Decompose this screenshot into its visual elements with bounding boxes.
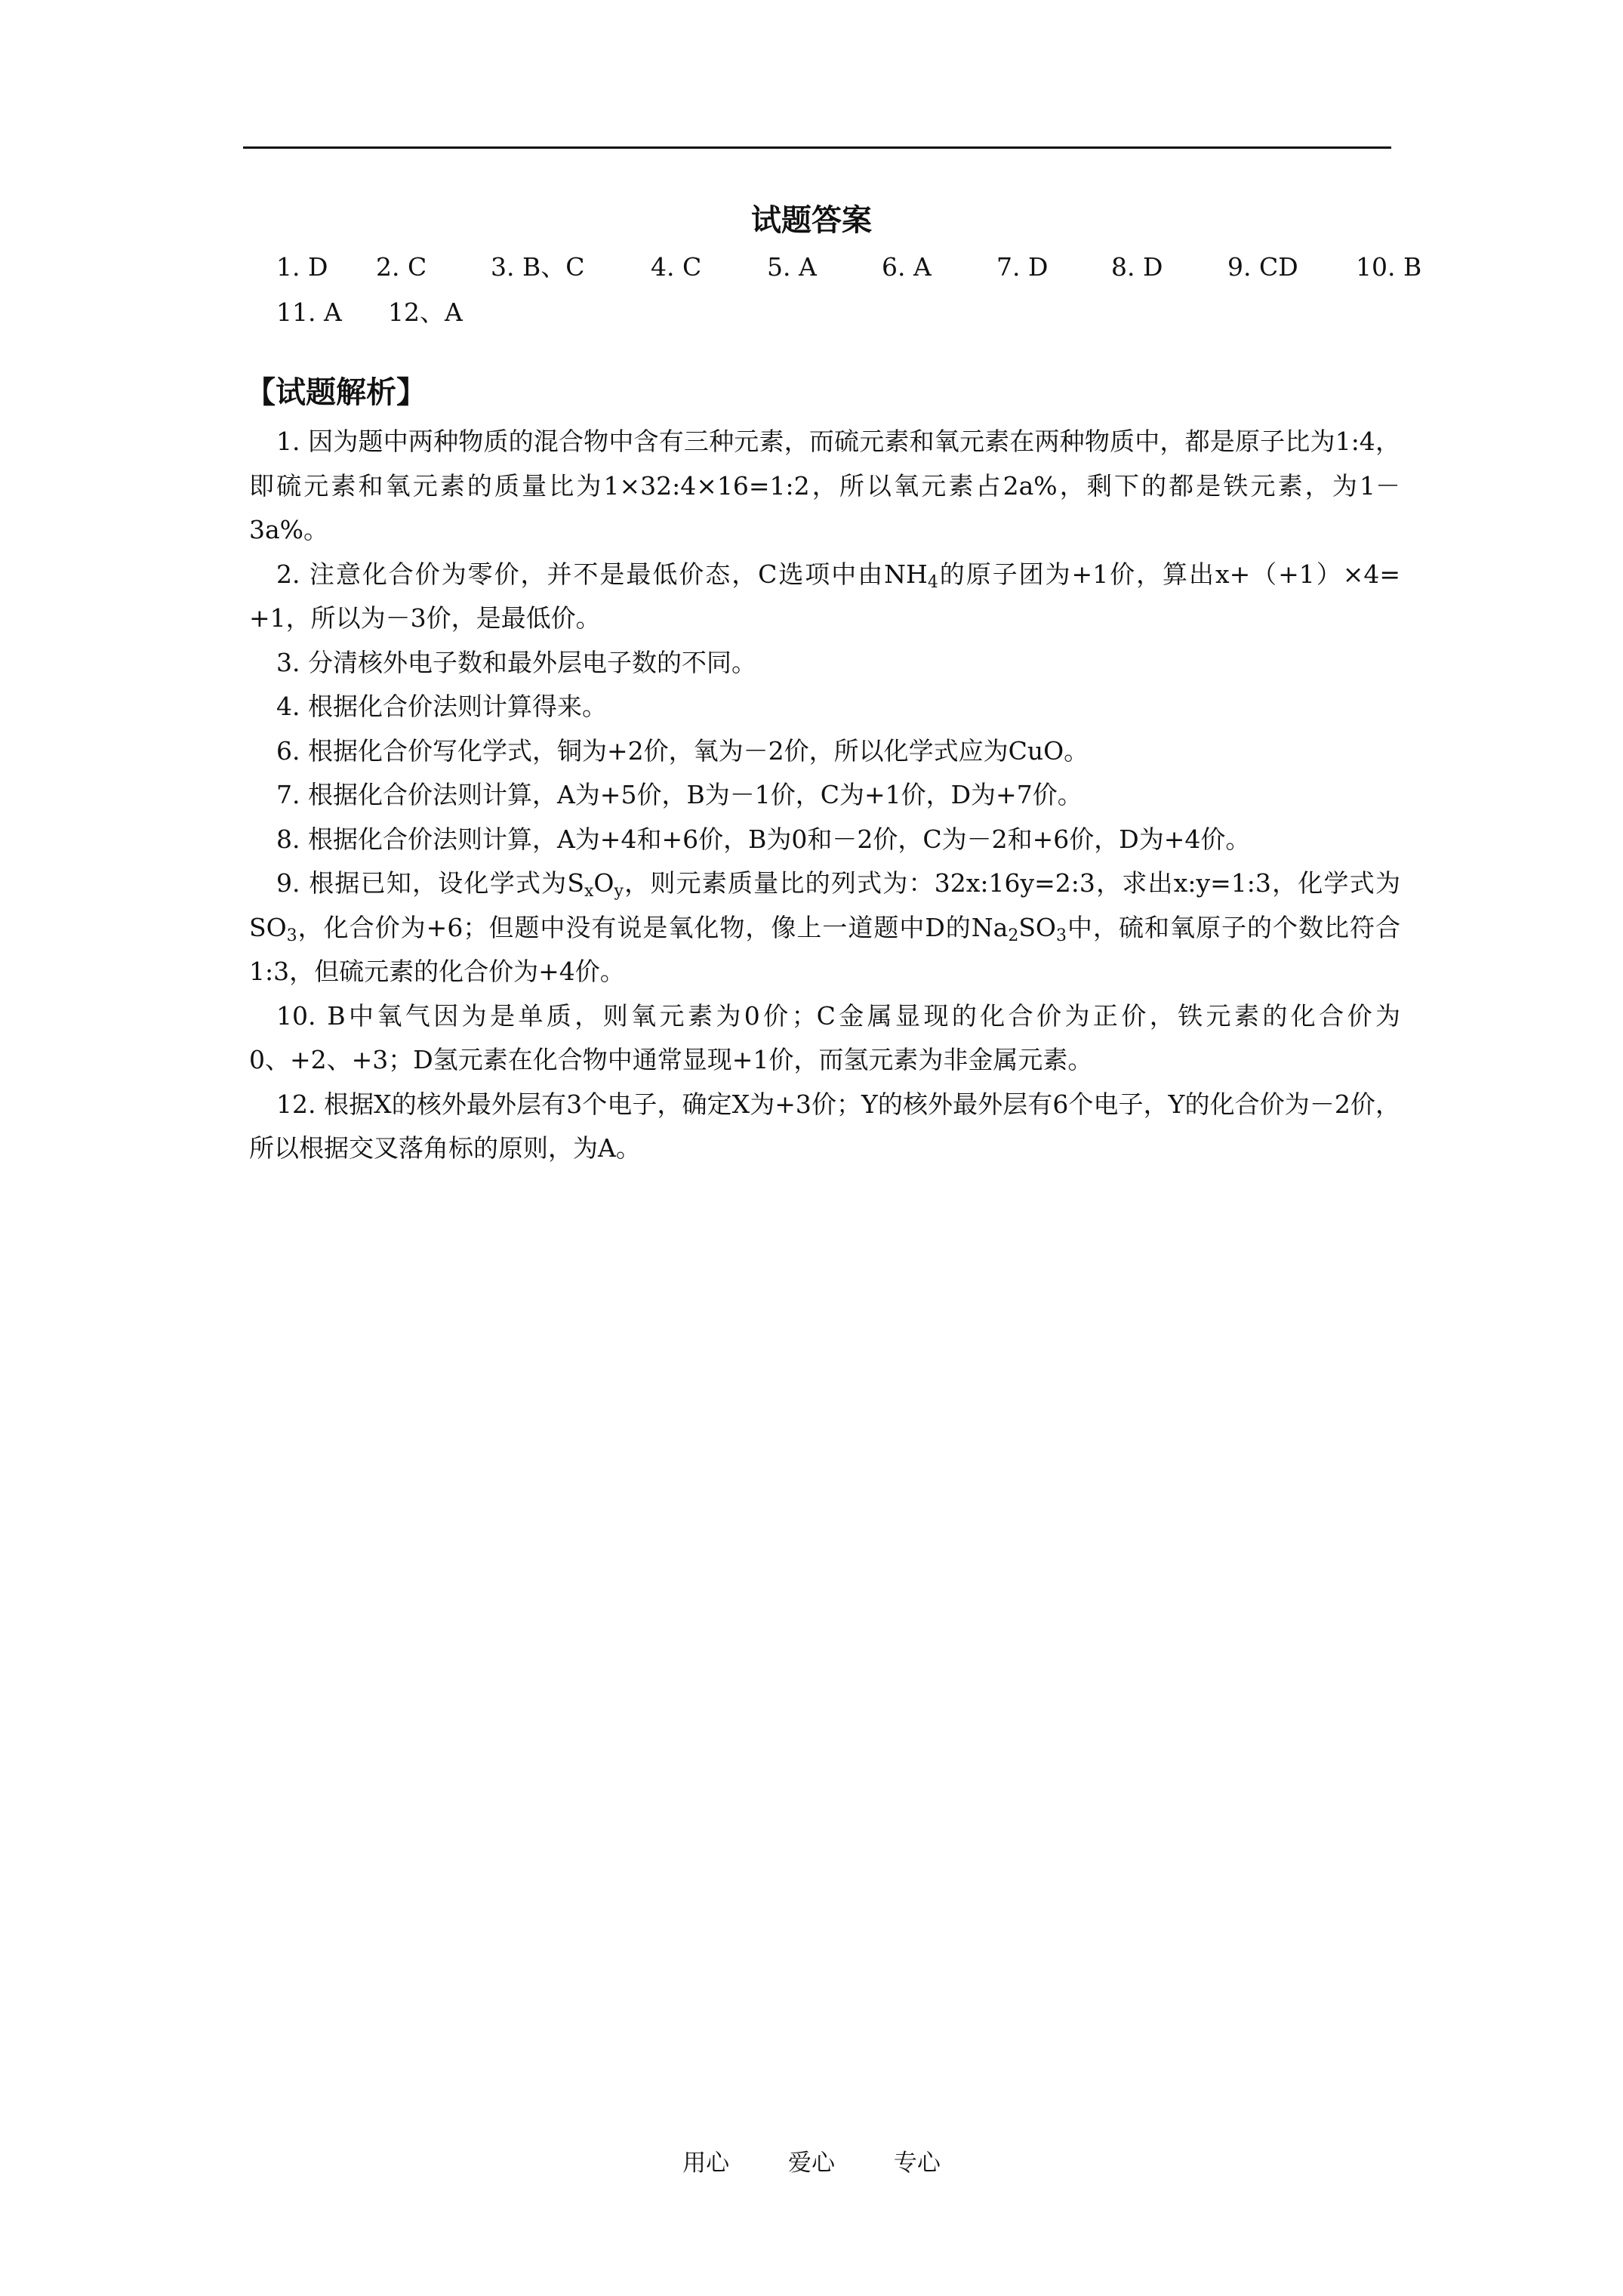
answer-4: 4. C: [651, 252, 702, 282]
analysis-item-8: 8. 根据化合价法则计算，A为+4和+6价，B为0和－2价，C为－2和+6价，D为+4价。: [276, 824, 1251, 854]
answer-6: 6. A: [882, 252, 932, 282]
analysis-item-7: 7. 根据化合价法则计算，A为+5价，B为－1价，C为+1价，D为+7价。: [276, 780, 1083, 809]
footer-motto-2: 爱心: [788, 2150, 835, 2177]
footer-motto-3: 专心: [893, 2150, 941, 2177]
answer-1: 1. D: [276, 252, 328, 282]
analysis-body: [249, 420, 1400, 1171]
answer-5: 5. A: [767, 252, 817, 282]
answer-3: 3. B、C: [491, 252, 585, 282]
analysis-item-2: 2. 注意化合价为零价，并不是最低价态，C选项中由$NH_4$的原子团为+1价，算出x+（+1）×4= +1，所以为－3价，是最低价。: [249, 559, 1400, 633]
answer-8: 8. D: [1111, 252, 1163, 282]
analysis-title: 【试题解析】: [245, 374, 427, 410]
answer-11: 11. A: [276, 297, 342, 327]
analysis-item-12: 12. 根据X的核外最外层有3个电子，确定X为+3价；Y的核外最外层有6个电子，Y的化合价为－2价，所以根据交叉落角标的原则，为A。: [249, 1089, 1400, 1163]
footer-motto-1: 用心: [682, 2150, 730, 2177]
analysis-item-10: 10. B中氧气因为是单质，则氧元素为0价；C金属显现的化合价为正价，铁元素的化合价为0、+2、+3；D氢元素在化合物中通常显现+1价，而氢元素为非金属元素。: [249, 1000, 1400, 1074]
analysis-item-1: 1. 因为题中两种物质的混合物中含有三种元素，而硫元素和氧元素在两种物质中，都是原子比为1:4，即硫元素和氧元素的质量比为1×32:4×16=1:2，所以氧元素占2a%，剩下的都是铁元素，为1－3a%。: [249, 427, 1400, 544]
analysis-item-9: 9. 根据已知，设化学式为$S_xO_y$，则元素质量比的列式为：32x:16y=2:3，求出x:y=1:3，化学式为$SO_3$，化合价为+6；但题中没有说是氧化物，像上一道题中D的$Na_2SO_3$中，硫和氧原子的个数比符合1:3，但硫元素的化合价为+4价。: [249, 868, 1400, 986]
page-footer: [0, 2144, 1623, 2182]
answers-title: 试题答案: [751, 202, 872, 238]
analysis-item-3: 3. 分清核外电子数和最外层电子数的不同。: [276, 647, 756, 677]
header-rule: [243, 146, 1391, 149]
answer-9: 9. CD: [1227, 252, 1298, 282]
answer-12: 12、A: [388, 297, 463, 327]
analysis-item-4: 4. 根据化合价法则计算得来。: [276, 692, 607, 721]
answer-10: 10. B: [1356, 252, 1422, 282]
answer-2: 2. C: [376, 252, 427, 282]
analysis-item-6: 6. 根据化合价写化学式，铜为+2价，氧为－2价，所以化学式应为CuO。: [276, 735, 1089, 766]
answer-7: 7. D: [996, 252, 1049, 282]
